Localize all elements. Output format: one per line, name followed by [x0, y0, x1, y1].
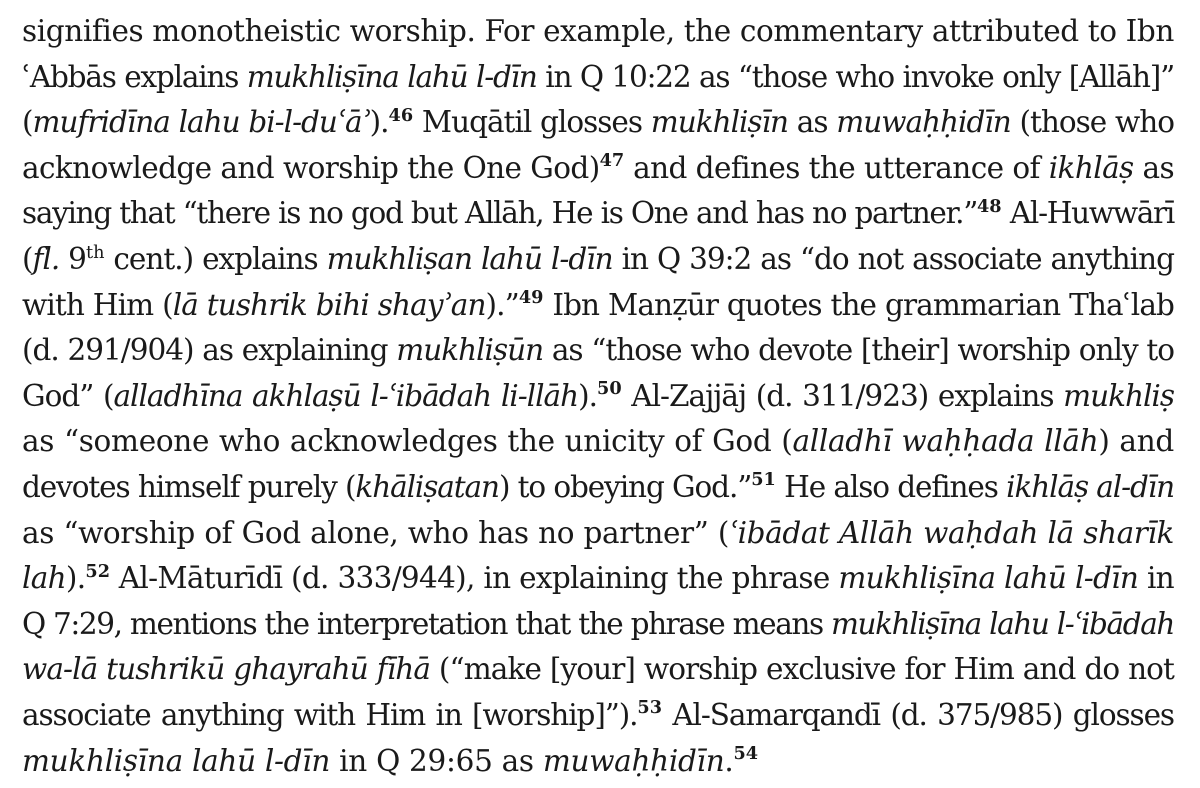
footnote-marker: 50: [597, 378, 622, 400]
paragraph-line: [22, 511, 1174, 557]
paragraph-line: [22, 9, 1174, 55]
text-run: Muqātil glosses: [413, 105, 651, 140]
paragraph-line: [22, 556, 1174, 602]
text-run: cent.) explains: [104, 241, 327, 276]
italic-transliteration: mufridīna lahu bi-l-duʿāʾ: [32, 105, 370, 140]
text-run: .: [724, 743, 734, 778]
text-run: Al-Māturīdī (d. 333/944), in explaining the phrase: [110, 561, 839, 596]
text-run: ).: [369, 105, 389, 140]
text-run: (those who: [1010, 105, 1174, 140]
italic-transliteration: muwaḥḥidīn: [542, 743, 725, 778]
document-text-block: [22, 9, 1174, 784]
italic-transliteration: alladhī waḥḥada llāh: [792, 424, 1099, 459]
paragraph-line: [22, 602, 1174, 648]
italic-transliteration: mukhliṣūn: [396, 333, 544, 368]
text-run: God” (: [22, 378, 114, 413]
italic-transliteration: mukhliṣīn: [650, 105, 789, 140]
footnote-marker: 46: [388, 104, 414, 126]
text-run: ).”: [485, 287, 519, 322]
text-run: and defines the utterance of: [624, 150, 1049, 185]
italic-transliteration: lā tushrik bihi shayʾan: [172, 287, 486, 322]
paragraph-line: [22, 100, 1174, 146]
footnote-marker: 47: [599, 150, 625, 172]
text-run: Al-Huwwārī: [1001, 196, 1174, 231]
footnote-marker: 49: [518, 287, 544, 309]
paragraph-line: [22, 55, 1174, 101]
text-run: acknowledge and worship the One God): [22, 150, 600, 185]
text-run: ).: [65, 561, 86, 596]
text-run: 9: [59, 241, 86, 276]
italic-transliteration: mukhliṣ: [1063, 378, 1174, 413]
text-run: in Q 10:22 as “those who invoke only [Allāh]”: [536, 59, 1174, 94]
italic-transliteration: mukhliṣīna lahū l-dīn: [22, 743, 331, 778]
text-run: ) to obeying God.”: [498, 469, 752, 504]
text-run: as “those who devote [their] worship only to: [543, 333, 1174, 368]
italic-transliteration: mukhliṣīna lahu l-ʿibādah: [830, 606, 1174, 641]
paragraph-line: [22, 419, 1174, 465]
text-run: He also defines: [775, 469, 1007, 504]
paragraph-line: [22, 328, 1174, 374]
text-run: as “worship of God alone, who has no partner” (: [22, 515, 729, 550]
footnote-marker: 53: [637, 697, 663, 719]
text-run: (: [22, 105, 33, 140]
text-run: (“make [your] worship exclusive for Him and do not: [430, 652, 1174, 687]
italic-transliteration: ikhlāṣ al-dīn: [1006, 469, 1174, 504]
text-run: Ibn Manẓūr quotes the grammarian Thaʿlab: [543, 287, 1174, 322]
text-run: as: [788, 105, 837, 140]
italic-transliteration: lah: [22, 561, 66, 596]
ordinal-superscript: th: [85, 243, 105, 264]
text-run: ).: [578, 378, 598, 413]
text-run: signifies monotheistic worship. For example, the commentary attributed to Ibn: [22, 14, 1174, 48]
paragraph-line: [22, 465, 1174, 511]
italic-transliteration: mukhliṣīna lahū l-dīn: [838, 561, 1139, 596]
italic-transliteration: ikhlāṣ: [1048, 150, 1134, 185]
text-run: Al-Samarqandī (d. 375/985) glosses: [662, 697, 1174, 732]
text-run: in: [1138, 561, 1174, 596]
paragraph-line: [22, 739, 1174, 785]
text-run: as: [1133, 150, 1174, 185]
italic-transliteration: khāliṣatan: [355, 469, 499, 504]
text-run: (: [22, 241, 33, 276]
italic-transliteration: mukhliṣan lahū l-dīn: [326, 241, 613, 276]
text-run: in Q 39:2 as “do not associate anything: [612, 241, 1174, 276]
text-run: saying that “there is no god but Allāh, He is One and has no partner.”: [22, 196, 977, 231]
italic-transliteration: muwaḥḥidīn: [836, 105, 1011, 140]
text-run: Al-Zajjāj (d. 311/923) explains: [621, 378, 1064, 413]
footnote-marker: 51: [751, 469, 776, 491]
paragraph-line: [22, 237, 1174, 283]
text-run: ʿAbbās explains: [22, 59, 247, 94]
text-run: ) and: [1098, 424, 1174, 459]
italic-transliteration: alladhīna akhlaṣū l-ʿibādah li-llāh: [113, 378, 579, 413]
paragraph-line: [22, 647, 1174, 693]
text-run: with Him (: [22, 287, 173, 322]
text-run: as “someone who acknowledges the unicity of God (: [22, 424, 793, 459]
italic-transliteration: fl.: [32, 241, 60, 276]
text-run: (d. 291/904) as explaining: [22, 333, 397, 368]
footnote-marker: 52: [85, 560, 111, 582]
footnote-marker: 54: [733, 743, 759, 764]
footnote-marker: 48: [976, 195, 1002, 217]
paragraph-line: [22, 146, 1174, 192]
text-run: in Q 29:65 as: [330, 743, 543, 778]
paragraph-line: [22, 693, 1174, 739]
italic-transliteration: ʿibādat Allāh waḥdah lā sharīk: [728, 515, 1174, 550]
paragraph-line: [22, 374, 1174, 420]
paragraph-line: [22, 191, 1174, 237]
text-run: associate anything with Him in [worship]”).: [22, 697, 638, 732]
italic-transliteration: wa-lā tushrikū ghayrahū fīhā: [22, 652, 431, 687]
text-run: devotes himself purely (: [22, 469, 356, 504]
paragraph-line: [22, 283, 1174, 329]
italic-transliteration: mukhliṣīna lahū l-dīn: [246, 59, 537, 94]
text-run: Q 7:29, mentions the interpretation that the phrase means: [22, 606, 831, 641]
